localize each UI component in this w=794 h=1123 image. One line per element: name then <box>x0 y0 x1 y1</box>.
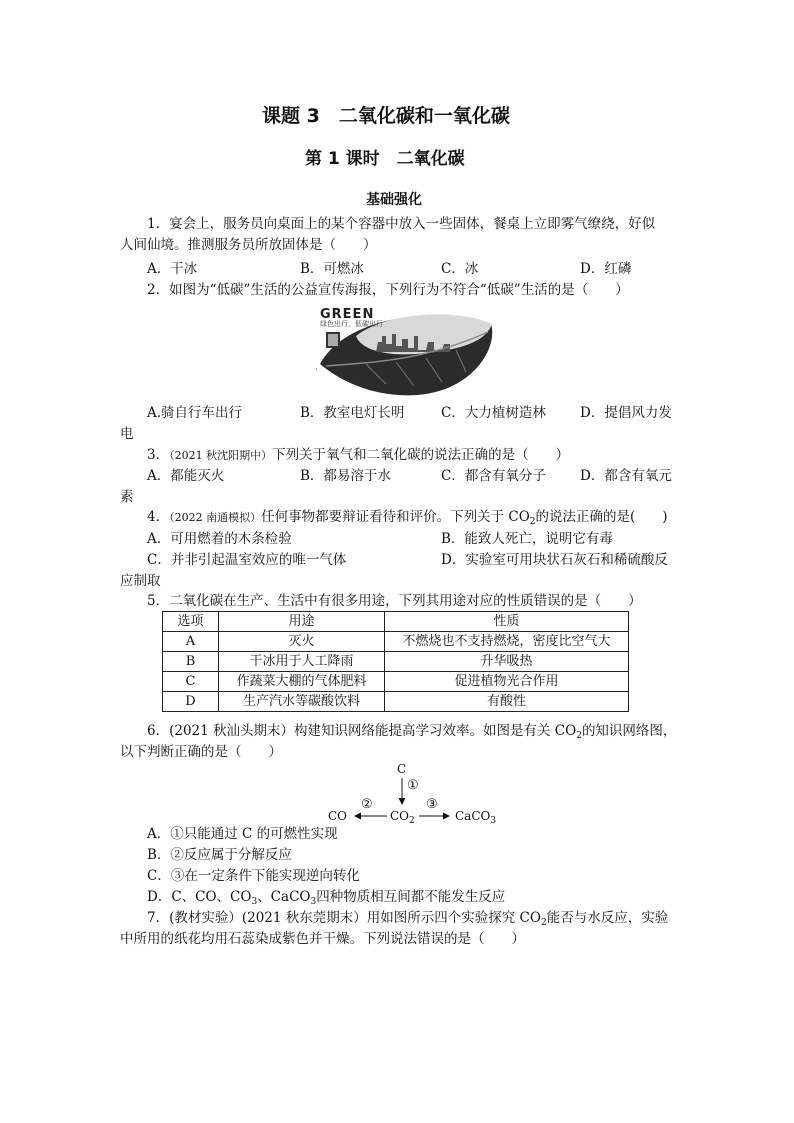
table-cell: 有酸性 <box>385 692 629 712</box>
q4-source: （2022 南通模拟） <box>169 511 262 524</box>
q2-stem: 2．如图为“低碳”生活的公益宣传海报，下列行为不符合“低碳”生活的是（ ） <box>147 282 629 298</box>
q6-optd-sub2: 3 <box>310 897 317 907</box>
q2-option-b: B．教室电灯长明 <box>300 405 405 421</box>
q3-option-d: D．都含有氧元 <box>580 468 672 484</box>
q5-table <box>162 611 629 712</box>
q6-sub: 2 <box>576 731 582 741</box>
table-row <box>163 632 629 652</box>
q3-stem <box>147 446 569 465</box>
q4-wrap: 应制取 <box>120 573 161 589</box>
q2-option-c: C．大力植树造林 <box>441 405 546 421</box>
node-caco3-sub: 3 <box>490 816 497 826</box>
q7-line2: 中所用的纸花均用石蕊染成紫色并干燥。下列说法错误的是（ ） <box>120 931 525 947</box>
q1-line2: 人间仙境。推测服务员所放固体是（ ） <box>120 237 377 253</box>
table-row <box>163 672 629 692</box>
node-co: CO <box>328 809 348 823</box>
table-cell: C <box>163 672 219 692</box>
poster-title: GREEN <box>320 307 375 322</box>
q6-optd-sub1: 3 <box>251 897 258 907</box>
q4-option-b: B．能致人死亡，说明它有毒 <box>441 531 613 547</box>
q6-option-a: A．①只能通过 C 的可燃性实现 <box>147 826 338 842</box>
q6-option-d <box>147 888 505 906</box>
q7-text: 7．(教材实验）(2021 秋东莞期末）用如图所示四个实验探究 CO <box>147 910 541 926</box>
q6-optd-text: D．C、CO、CO <box>147 889 252 905</box>
q6-text-post: 的知识网络图， <box>581 723 677 739</box>
poster-slogan: 绿色出行，低碳出行 <box>320 320 383 328</box>
q4-option-a: A．可用燃着的木条检验 <box>147 531 292 547</box>
q4-text-post: 的说法正确的是( ) <box>535 509 668 525</box>
q4-text: 任何事物都要辩证看待和评价。下列关于 CO <box>261 509 530 525</box>
page-title: 课题 3 二氧化碳和一氧化碳 <box>262 105 510 127</box>
node-co2-text: CO <box>390 809 410 823</box>
low-carbon-poster <box>316 306 501 405</box>
table-cell: D <box>163 692 219 712</box>
table-cell: 灭火 <box>219 632 385 652</box>
node-co2-sub: 2 <box>409 816 415 826</box>
q2-option-d: D．提倡风力发 <box>580 405 672 421</box>
table-row <box>163 692 629 712</box>
table-cell: 干冰用于人工降雨 <box>219 652 385 672</box>
q4-option-c: C．并非引起温室效应的唯一气体 <box>147 552 347 568</box>
q1-line1: 1．宴会上，服务员向桌面上的某个容器中放入一些固体，餐桌上立即雾气缭绕，好似 <box>147 216 656 232</box>
node-caco3-text: CaCO <box>455 809 491 823</box>
q6-option-c: C．③在一定条件下能实现逆向转化 <box>147 868 360 884</box>
q3-number: 3． <box>147 447 170 463</box>
q6-option-b: B．②反应属于分解反应 <box>147 847 292 863</box>
q6-line1 <box>147 722 676 740</box>
table-header: 选项 <box>163 612 219 632</box>
table-cell: 不燃烧也不支持燃烧，密度比空气大 <box>385 632 629 652</box>
q1-option-d: D．红磷 <box>580 261 632 277</box>
q1-option-c: C．冰 <box>441 261 479 277</box>
q2-option-a: A.骑自行车出行 <box>147 405 243 421</box>
table-row <box>163 652 629 672</box>
table-header: 性质 <box>385 612 629 632</box>
q7-sub: 2 <box>540 918 547 928</box>
q6-line2: 以下判断正确的是（ ） <box>120 744 282 760</box>
q3-text: 下列关于氧气和二氧化碳的说法正确的是（ ） <box>272 447 570 463</box>
q7-text-post: 能否与水反应，实验 <box>546 910 669 926</box>
q3-option-a: A．都能灭火 <box>147 468 225 484</box>
arrow-label-3: ③ <box>426 797 438 812</box>
q3-source: （2021 秋沈阳期中） <box>169 449 273 462</box>
section-heading: 基础强化 <box>366 192 422 208</box>
table-cell: A <box>163 632 219 652</box>
q3-wrap: 素 <box>120 489 134 505</box>
q6-optd-post: 四种物质相互间都不能发生反应 <box>316 889 506 905</box>
arrow-label-1: ① <box>407 778 419 793</box>
arrow-label-2: ② <box>361 797 373 812</box>
q1-option-b: B．可燃冰 <box>300 261 364 277</box>
table-cell: 生产汽水等碳酸饮料 <box>219 692 385 712</box>
node-c: C <box>397 762 407 776</box>
node-co2 <box>390 807 415 825</box>
q5-stem: 5．二氧化碳在生产、生活中有很多用途，下列其用途对应的性质错误的是（ ） <box>147 593 642 609</box>
table-cell: B <box>163 652 219 672</box>
table-header-row <box>163 612 629 632</box>
q7-line1 <box>147 909 668 927</box>
q4-stem <box>147 508 668 527</box>
q3-option-b: B．都易溶于水 <box>300 468 391 484</box>
q1-option-a: A．干冰 <box>147 261 198 277</box>
table-header: 用途 <box>219 612 385 632</box>
lesson-subtitle: 第 1 课时 二氧化碳 <box>305 149 465 169</box>
q6-optd-mid: 、CaCO <box>257 889 311 905</box>
q3-option-c: C．都含有氧分子 <box>441 468 546 484</box>
table-cell: 作蔬菜大棚的气体肥料 <box>219 672 385 692</box>
q2-wrap: 电 <box>120 426 134 442</box>
q4-option-d: D．实验室可用块状石灰石和稀硫酸反 <box>441 552 668 568</box>
table-cell: 促进植物光合作用 <box>385 672 629 692</box>
q4-number: 4． <box>147 509 170 525</box>
table-cell: 升华吸热 <box>385 652 629 672</box>
q4-sub: 2 <box>529 517 536 527</box>
q6-text: 6．(2021 秋汕头期末）构建知识网络能提高学习效率。如图是有关 CO <box>147 723 577 739</box>
node-caco3 <box>455 807 496 825</box>
